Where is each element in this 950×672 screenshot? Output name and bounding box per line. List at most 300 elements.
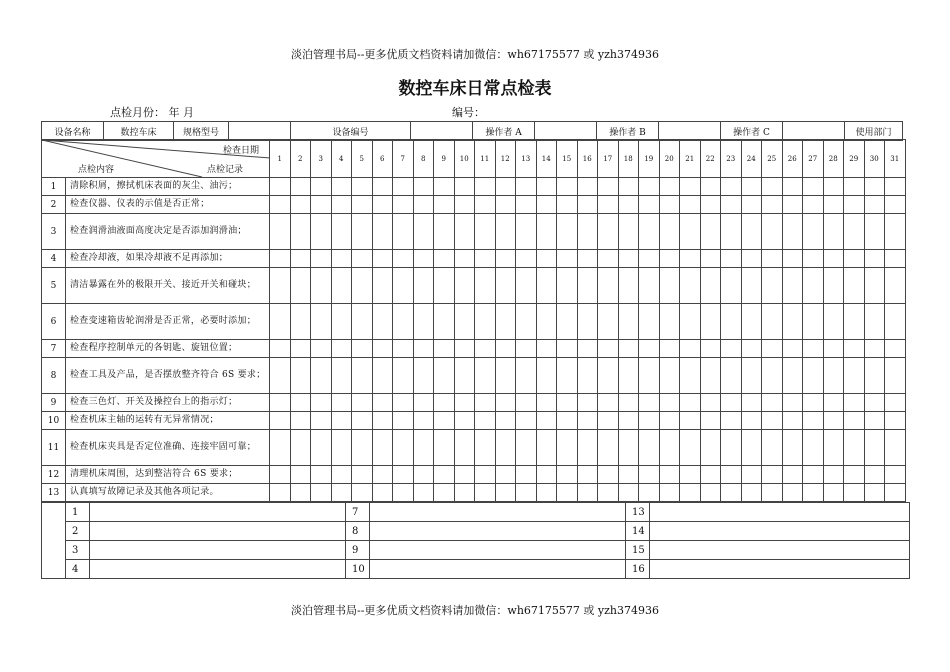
check-cell[interactable]: [721, 178, 742, 196]
check-cell[interactable]: [639, 214, 660, 250]
check-cell[interactable]: [290, 178, 311, 196]
check-cell[interactable]: [290, 412, 311, 430]
check-cell[interactable]: [577, 304, 598, 340]
check-cell[interactable]: [782, 268, 803, 304]
check-cell[interactable]: [639, 430, 660, 466]
check-cell[interactable]: [270, 430, 291, 466]
check-cell[interactable]: [557, 250, 578, 268]
check-cell[interactable]: [680, 250, 701, 268]
check-cell[interactable]: [885, 196, 906, 214]
check-cell[interactable]: [782, 412, 803, 430]
check-cell[interactable]: [331, 268, 352, 304]
check-cell[interactable]: [393, 304, 414, 340]
check-cell[interactable]: [413, 484, 434, 502]
check-cell[interactable]: [536, 268, 557, 304]
check-cell[interactable]: [352, 358, 373, 394]
record-field[interactable]: [650, 522, 910, 541]
record-field[interactable]: [650, 503, 910, 522]
check-cell[interactable]: [680, 340, 701, 358]
check-cell[interactable]: [598, 484, 619, 502]
check-cell[interactable]: [721, 412, 742, 430]
check-cell[interactable]: [598, 430, 619, 466]
check-cell[interactable]: [864, 178, 885, 196]
check-cell[interactable]: [311, 340, 332, 358]
check-cell[interactable]: [762, 340, 783, 358]
check-cell[interactable]: [311, 178, 332, 196]
check-cell[interactable]: [844, 484, 865, 502]
check-cell[interactable]: [700, 250, 721, 268]
check-cell[interactable]: [721, 394, 742, 412]
check-cell[interactable]: [659, 430, 680, 466]
check-cell[interactable]: [516, 358, 537, 394]
check-cell[interactable]: [516, 196, 537, 214]
check-cell[interactable]: [516, 250, 537, 268]
check-cell[interactable]: [290, 358, 311, 394]
check-cell[interactable]: [454, 304, 475, 340]
check-cell[interactable]: [475, 394, 496, 412]
check-cell[interactable]: [598, 412, 619, 430]
check-cell[interactable]: [823, 484, 844, 502]
check-cell[interactable]: [413, 250, 434, 268]
check-cell[interactable]: [577, 268, 598, 304]
check-cell[interactable]: [372, 268, 393, 304]
check-cell[interactable]: [680, 394, 701, 412]
check-cell[interactable]: [413, 304, 434, 340]
check-cell[interactable]: [495, 268, 516, 304]
check-cell[interactable]: [413, 196, 434, 214]
check-cell[interactable]: [372, 340, 393, 358]
check-cell[interactable]: [454, 430, 475, 466]
check-cell[interactable]: [557, 340, 578, 358]
check-cell[interactable]: [885, 484, 906, 502]
check-cell[interactable]: [372, 196, 393, 214]
check-cell[interactable]: [803, 412, 824, 430]
record-field[interactable]: [370, 503, 626, 522]
check-cell[interactable]: [782, 430, 803, 466]
check-cell[interactable]: [680, 304, 701, 340]
check-cell[interactable]: [290, 250, 311, 268]
check-cell[interactable]: [803, 484, 824, 502]
check-cell[interactable]: [598, 196, 619, 214]
check-cell[interactable]: [495, 394, 516, 412]
check-cell[interactable]: [372, 304, 393, 340]
check-cell[interactable]: [577, 214, 598, 250]
record-field[interactable]: [370, 541, 626, 560]
check-cell[interactable]: [803, 214, 824, 250]
check-cell[interactable]: [516, 178, 537, 196]
check-cell[interactable]: [393, 412, 414, 430]
check-cell[interactable]: [475, 304, 496, 340]
check-cell[interactable]: [721, 340, 742, 358]
check-cell[interactable]: [885, 304, 906, 340]
check-cell[interactable]: [762, 484, 783, 502]
check-cell[interactable]: [700, 430, 721, 466]
check-cell[interactable]: [639, 340, 660, 358]
check-cell[interactable]: [680, 484, 701, 502]
check-cell[interactable]: [495, 358, 516, 394]
check-cell[interactable]: [352, 196, 373, 214]
check-cell[interactable]: [577, 466, 598, 484]
check-cell[interactable]: [577, 484, 598, 502]
check-cell[interactable]: [311, 358, 332, 394]
check-cell[interactable]: [618, 358, 639, 394]
check-cell[interactable]: [864, 484, 885, 502]
check-cell[interactable]: [782, 358, 803, 394]
check-cell[interactable]: [659, 178, 680, 196]
check-cell[interactable]: [823, 430, 844, 466]
check-cell[interactable]: [844, 466, 865, 484]
check-cell[interactable]: [741, 178, 762, 196]
check-cell[interactable]: [393, 394, 414, 412]
check-cell[interactable]: [700, 196, 721, 214]
check-cell[interactable]: [536, 358, 557, 394]
check-cell[interactable]: [434, 358, 455, 394]
check-cell[interactable]: [434, 340, 455, 358]
check-cell[interactable]: [782, 394, 803, 412]
check-cell[interactable]: [413, 394, 434, 412]
check-cell[interactable]: [372, 412, 393, 430]
check-cell[interactable]: [680, 214, 701, 250]
check-cell[interactable]: [495, 250, 516, 268]
check-cell[interactable]: [393, 466, 414, 484]
check-cell[interactable]: [721, 214, 742, 250]
check-cell[interactable]: [844, 268, 865, 304]
check-cell[interactable]: [823, 412, 844, 430]
check-cell[interactable]: [680, 358, 701, 394]
check-cell[interactable]: [659, 394, 680, 412]
check-cell[interactable]: [475, 268, 496, 304]
check-cell[interactable]: [434, 466, 455, 484]
check-cell[interactable]: [762, 466, 783, 484]
check-cell[interactable]: [516, 214, 537, 250]
check-cell[interactable]: [577, 178, 598, 196]
check-cell[interactable]: [598, 268, 619, 304]
check-cell[interactable]: [413, 358, 434, 394]
operator-c-field[interactable]: [783, 122, 845, 141]
check-cell[interactable]: [864, 412, 885, 430]
check-cell[interactable]: [762, 412, 783, 430]
check-cell[interactable]: [762, 178, 783, 196]
record-field[interactable]: [650, 560, 910, 579]
check-cell[interactable]: [495, 466, 516, 484]
check-cell[interactable]: [680, 196, 701, 214]
check-cell[interactable]: [618, 412, 639, 430]
check-cell[interactable]: [618, 304, 639, 340]
check-cell[interactable]: [413, 268, 434, 304]
check-cell[interactable]: [598, 214, 619, 250]
check-cell[interactable]: [577, 394, 598, 412]
check-cell[interactable]: [823, 268, 844, 304]
check-cell[interactable]: [782, 250, 803, 268]
check-cell[interactable]: [454, 412, 475, 430]
check-cell[interactable]: [434, 304, 455, 340]
check-cell[interactable]: [844, 412, 865, 430]
check-cell[interactable]: [700, 412, 721, 430]
check-cell[interactable]: [372, 394, 393, 412]
check-cell[interactable]: [741, 304, 762, 340]
record-field[interactable]: [370, 522, 626, 541]
check-cell[interactable]: [557, 268, 578, 304]
check-cell[interactable]: [782, 178, 803, 196]
check-cell[interactable]: [700, 178, 721, 196]
check-cell[interactable]: [577, 358, 598, 394]
check-cell[interactable]: [495, 214, 516, 250]
check-cell[interactable]: [495, 484, 516, 502]
check-cell[interactable]: [762, 430, 783, 466]
check-cell[interactable]: [516, 466, 537, 484]
check-cell[interactable]: [762, 268, 783, 304]
check-cell[interactable]: [721, 268, 742, 304]
check-cell[interactable]: [393, 268, 414, 304]
check-cell[interactable]: [557, 430, 578, 466]
check-cell[interactable]: [495, 304, 516, 340]
check-cell[interactable]: [352, 268, 373, 304]
check-cell[interactable]: [311, 412, 332, 430]
check-cell[interactable]: [659, 268, 680, 304]
check-cell[interactable]: [413, 466, 434, 484]
check-cell[interactable]: [290, 214, 311, 250]
check-cell[interactable]: [311, 250, 332, 268]
check-cell[interactable]: [475, 412, 496, 430]
check-cell[interactable]: [782, 214, 803, 250]
check-cell[interactable]: [639, 196, 660, 214]
check-cell[interactable]: [741, 394, 762, 412]
check-cell[interactable]: [823, 250, 844, 268]
check-cell[interactable]: [741, 358, 762, 394]
check-cell[interactable]: [495, 340, 516, 358]
check-cell[interactable]: [844, 178, 865, 196]
check-cell[interactable]: [885, 430, 906, 466]
check-cell[interactable]: [331, 178, 352, 196]
check-cell[interactable]: [864, 304, 885, 340]
check-cell[interactable]: [270, 214, 291, 250]
check-cell[interactable]: [885, 340, 906, 358]
check-cell[interactable]: [454, 358, 475, 394]
check-cell[interactable]: [372, 466, 393, 484]
check-cell[interactable]: [700, 304, 721, 340]
check-cell[interactable]: [290, 484, 311, 502]
check-cell[interactable]: [393, 340, 414, 358]
check-cell[interactable]: [270, 178, 291, 196]
check-cell[interactable]: [475, 214, 496, 250]
check-cell[interactable]: [700, 484, 721, 502]
check-cell[interactable]: [393, 250, 414, 268]
check-cell[interactable]: [618, 214, 639, 250]
check-cell[interactable]: [331, 196, 352, 214]
check-cell[interactable]: [331, 430, 352, 466]
check-cell[interactable]: [823, 340, 844, 358]
check-cell[interactable]: [577, 250, 598, 268]
check-cell[interactable]: [762, 394, 783, 412]
check-cell[interactable]: [741, 484, 762, 502]
check-cell[interactable]: [680, 412, 701, 430]
check-cell[interactable]: [372, 214, 393, 250]
check-cell[interactable]: [434, 430, 455, 466]
check-cell[interactable]: [516, 340, 537, 358]
check-cell[interactable]: [536, 214, 557, 250]
check-cell[interactable]: [331, 340, 352, 358]
check-cell[interactable]: [352, 178, 373, 196]
check-cell[interactable]: [290, 466, 311, 484]
check-cell[interactable]: [618, 196, 639, 214]
check-cell[interactable]: [823, 178, 844, 196]
check-cell[interactable]: [454, 214, 475, 250]
check-cell[interactable]: [557, 358, 578, 394]
check-cell[interactable]: [700, 394, 721, 412]
check-cell[interactable]: [290, 196, 311, 214]
check-cell[interactable]: [536, 178, 557, 196]
check-cell[interactable]: [352, 250, 373, 268]
check-cell[interactable]: [618, 484, 639, 502]
check-cell[interactable]: [618, 250, 639, 268]
check-cell[interactable]: [454, 250, 475, 268]
check-cell[interactable]: [762, 250, 783, 268]
check-cell[interactable]: [864, 196, 885, 214]
check-cell[interactable]: [270, 412, 291, 430]
check-cell[interactable]: [434, 412, 455, 430]
check-cell[interactable]: [352, 304, 373, 340]
check-cell[interactable]: [659, 358, 680, 394]
check-cell[interactable]: [434, 268, 455, 304]
check-cell[interactable]: [331, 250, 352, 268]
check-cell[interactable]: [372, 484, 393, 502]
check-cell[interactable]: [454, 394, 475, 412]
check-cell[interactable]: [434, 394, 455, 412]
check-cell[interactable]: [475, 466, 496, 484]
check-cell[interactable]: [536, 394, 557, 412]
check-cell[interactable]: [844, 196, 865, 214]
check-cell[interactable]: [659, 250, 680, 268]
check-cell[interactable]: [741, 268, 762, 304]
check-cell[interactable]: [454, 484, 475, 502]
check-cell[interactable]: [270, 268, 291, 304]
check-cell[interactable]: [393, 358, 414, 394]
check-cell[interactable]: [844, 250, 865, 268]
check-cell[interactable]: [823, 358, 844, 394]
record-field[interactable]: [650, 541, 910, 560]
operator-a-field[interactable]: [535, 122, 597, 141]
check-cell[interactable]: [844, 394, 865, 412]
check-cell[interactable]: [618, 340, 639, 358]
check-cell[interactable]: [557, 412, 578, 430]
check-cell[interactable]: [495, 430, 516, 466]
record-field[interactable]: [90, 522, 346, 541]
check-cell[interactable]: [782, 340, 803, 358]
check-cell[interactable]: [475, 178, 496, 196]
check-cell[interactable]: [331, 412, 352, 430]
check-cell[interactable]: [598, 358, 619, 394]
check-cell[interactable]: [782, 196, 803, 214]
check-cell[interactable]: [434, 250, 455, 268]
check-cell[interactable]: [577, 196, 598, 214]
check-cell[interactable]: [557, 466, 578, 484]
check-cell[interactable]: [639, 394, 660, 412]
check-cell[interactable]: [495, 178, 516, 196]
check-cell[interactable]: [885, 358, 906, 394]
check-cell[interactable]: [290, 304, 311, 340]
check-cell[interactable]: [413, 178, 434, 196]
check-cell[interactable]: [823, 466, 844, 484]
check-cell[interactable]: [823, 394, 844, 412]
check-cell[interactable]: [536, 484, 557, 502]
check-cell[interactable]: [557, 214, 578, 250]
check-cell[interactable]: [352, 394, 373, 412]
check-cell[interactable]: [557, 304, 578, 340]
check-cell[interactable]: [700, 268, 721, 304]
check-cell[interactable]: [270, 196, 291, 214]
check-cell[interactable]: [700, 466, 721, 484]
check-cell[interactable]: [680, 268, 701, 304]
check-cell[interactable]: [864, 358, 885, 394]
check-cell[interactable]: [659, 484, 680, 502]
check-cell[interactable]: [413, 214, 434, 250]
check-cell[interactable]: [864, 430, 885, 466]
check-cell[interactable]: [352, 412, 373, 430]
check-cell[interactable]: [803, 358, 824, 394]
check-cell[interactable]: [864, 214, 885, 250]
check-cell[interactable]: [516, 484, 537, 502]
check-cell[interactable]: [823, 196, 844, 214]
check-cell[interactable]: [475, 196, 496, 214]
check-cell[interactable]: [372, 250, 393, 268]
check-cell[interactable]: [270, 466, 291, 484]
check-cell[interactable]: [270, 484, 291, 502]
check-cell[interactable]: [557, 484, 578, 502]
check-cell[interactable]: [659, 412, 680, 430]
record-field[interactable]: [90, 503, 346, 522]
check-cell[interactable]: [618, 430, 639, 466]
check-cell[interactable]: [516, 430, 537, 466]
check-cell[interactable]: [885, 394, 906, 412]
check-cell[interactable]: [352, 484, 373, 502]
check-cell[interactable]: [803, 196, 824, 214]
check-cell[interactable]: [864, 250, 885, 268]
check-cell[interactable]: [454, 178, 475, 196]
check-cell[interactable]: [885, 178, 906, 196]
check-cell[interactable]: [516, 304, 537, 340]
check-cell[interactable]: [803, 268, 824, 304]
check-cell[interactable]: [475, 430, 496, 466]
check-cell[interactable]: [741, 196, 762, 214]
check-cell[interactable]: [393, 484, 414, 502]
check-cell[interactable]: [516, 268, 537, 304]
check-cell[interactable]: [516, 394, 537, 412]
check-cell[interactable]: [844, 340, 865, 358]
record-field[interactable]: [90, 541, 346, 560]
record-field[interactable]: [370, 560, 626, 579]
check-cell[interactable]: [536, 466, 557, 484]
check-cell[interactable]: [618, 268, 639, 304]
check-cell[interactable]: [885, 250, 906, 268]
check-cell[interactable]: [454, 340, 475, 358]
check-cell[interactable]: [372, 358, 393, 394]
check-cell[interactable]: [352, 340, 373, 358]
check-cell[interactable]: [639, 484, 660, 502]
check-cell[interactable]: [844, 214, 865, 250]
check-cell[interactable]: [864, 268, 885, 304]
check-cell[interactable]: [782, 304, 803, 340]
check-cell[interactable]: [331, 466, 352, 484]
check-cell[interactable]: [803, 394, 824, 412]
check-cell[interactable]: [741, 466, 762, 484]
check-cell[interactable]: [598, 250, 619, 268]
check-cell[interactable]: [311, 268, 332, 304]
check-cell[interactable]: [721, 484, 742, 502]
check-cell[interactable]: [741, 430, 762, 466]
check-cell[interactable]: [311, 196, 332, 214]
check-cell[interactable]: [885, 268, 906, 304]
check-cell[interactable]: [454, 466, 475, 484]
